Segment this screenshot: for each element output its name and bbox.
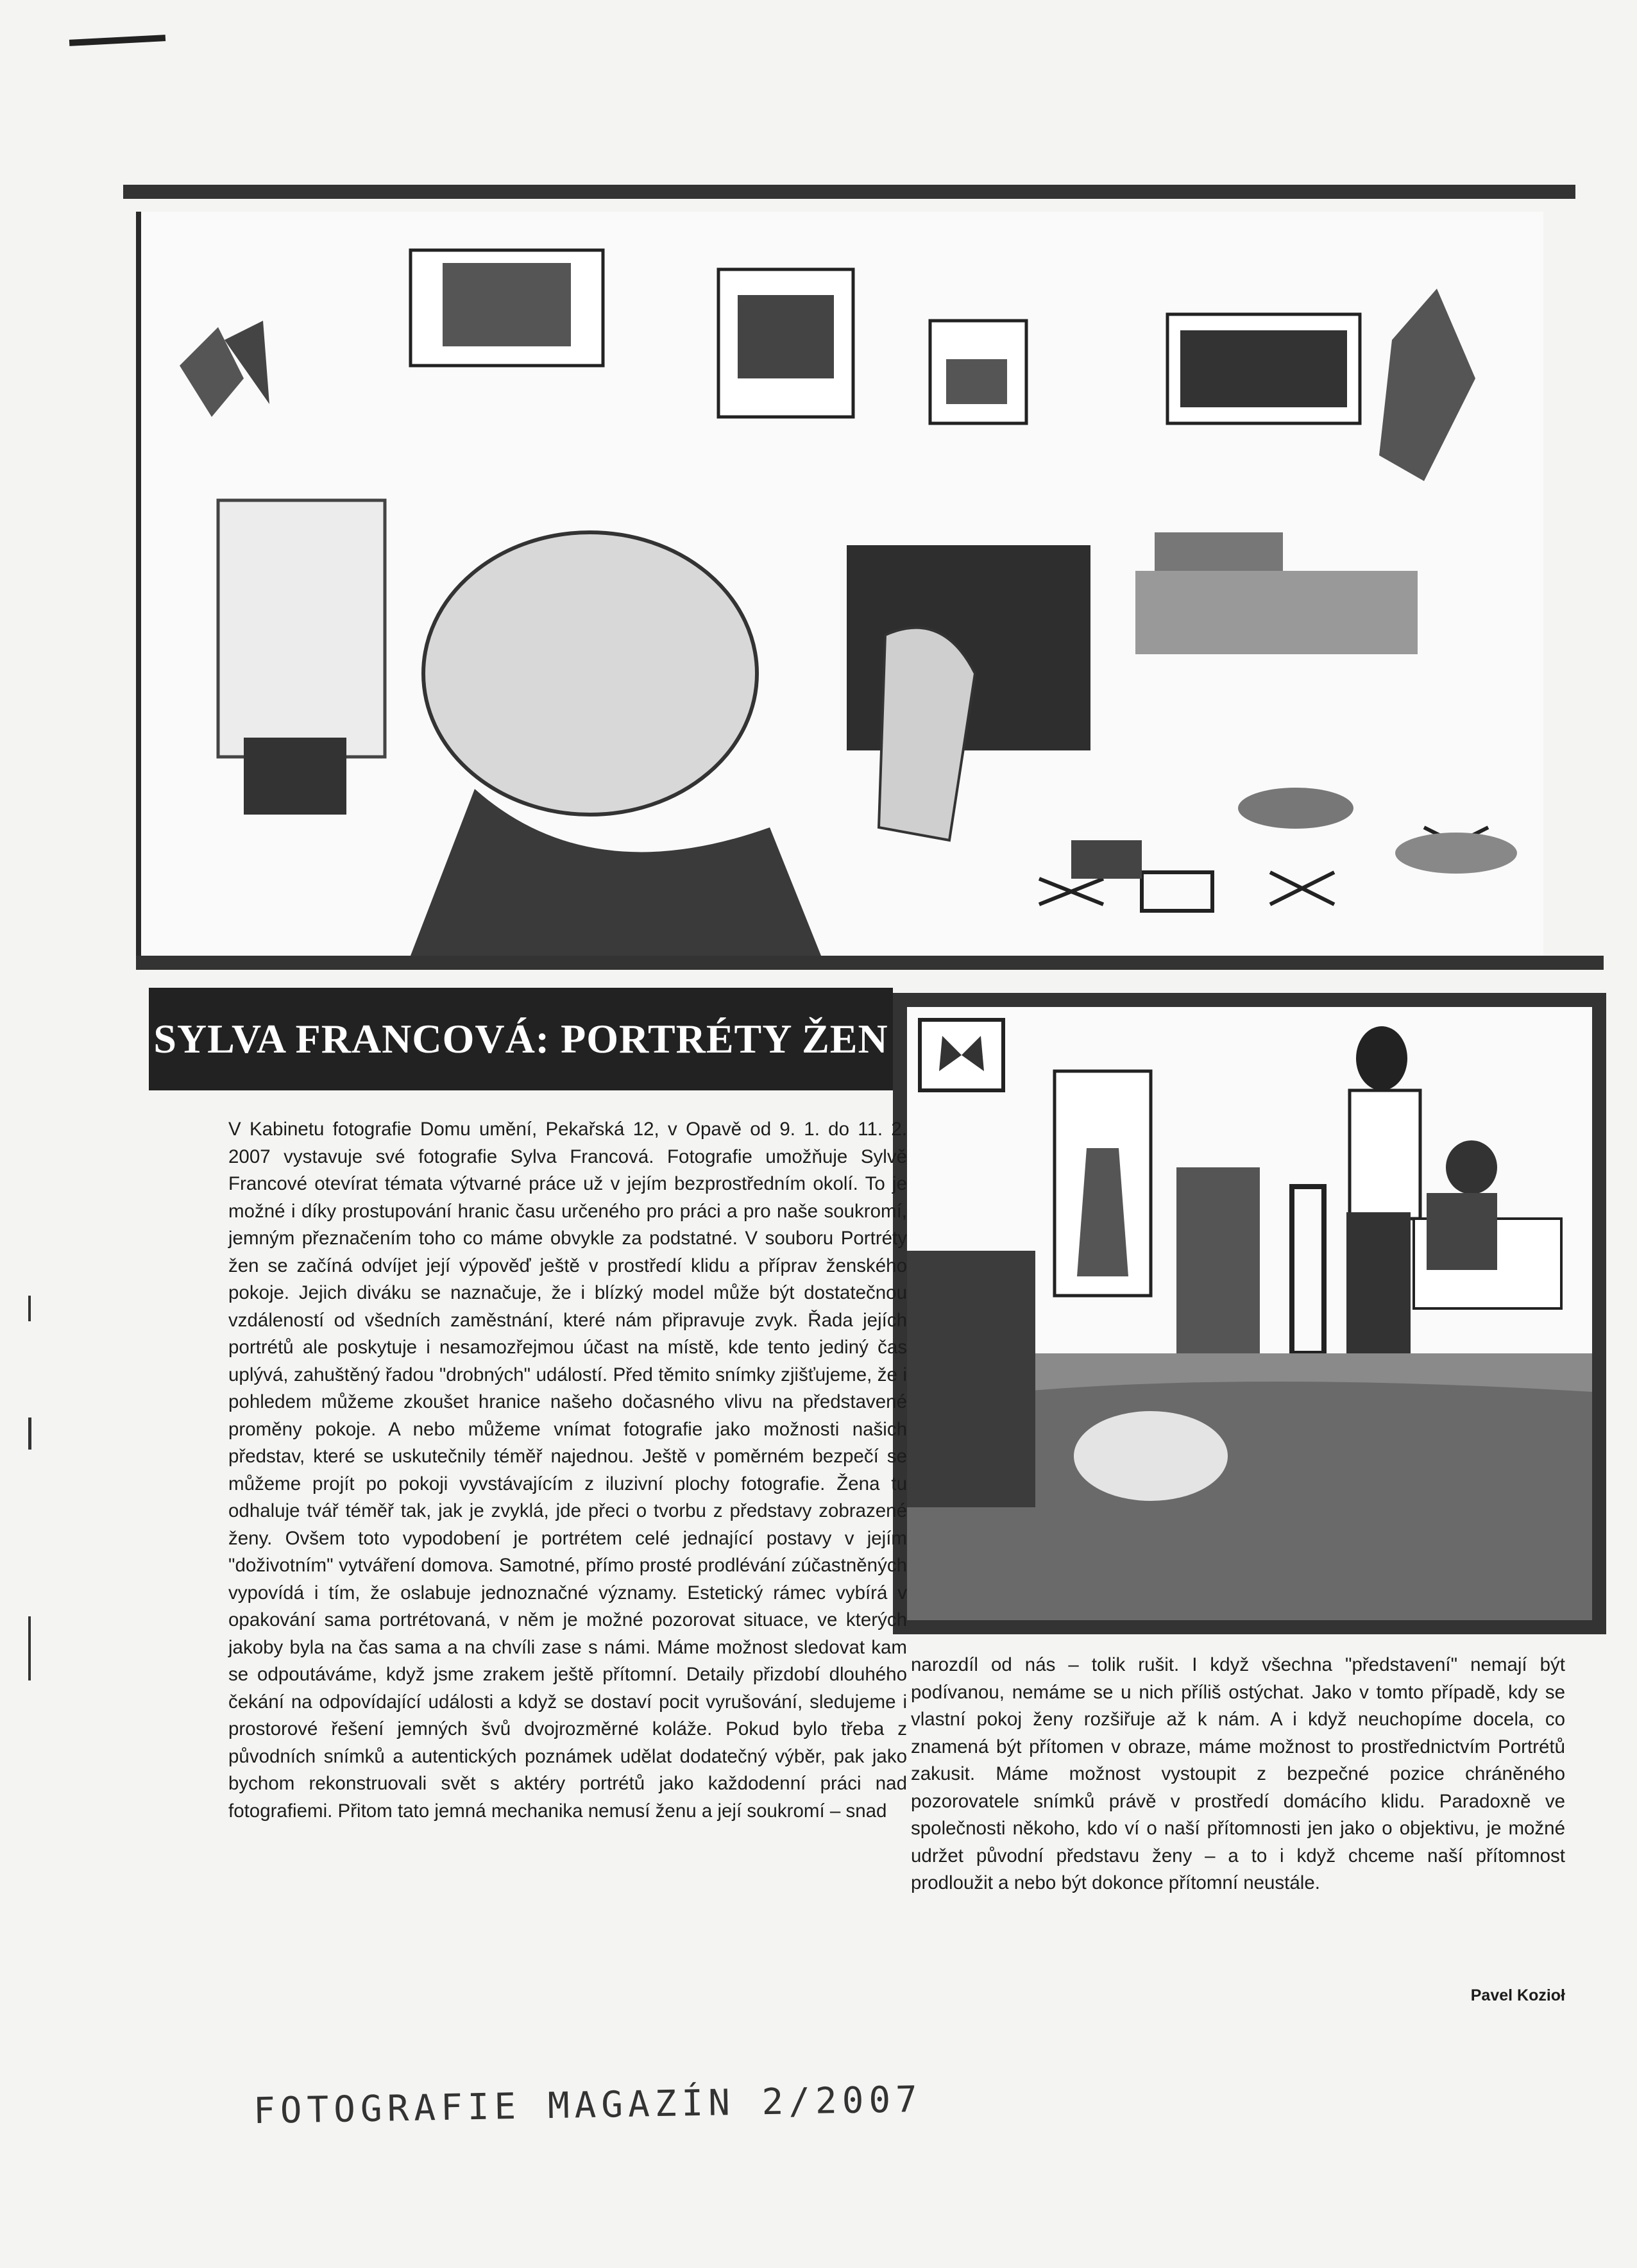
- page-corner-mark: [69, 35, 165, 46]
- article-author: Pavel Kozioł: [1470, 1986, 1565, 2004]
- article-body-left-column: [228, 1116, 907, 1825]
- main-photograph: [136, 212, 1543, 956]
- article-body-right: narozdíl od nás – tolik rušit. I když všechna "představení" nemají být podívanou, nemáme se u nich příliš ostýchat. Jako v tomto případě, kdy se vlastní pokoj ženy rozšiřuje až k nám. A i když neuchopíme docela, co znamená být přítomen v obraze, máme možnost to prostřednictvím Portrétů zakusit. Máme možnost vystoupit z bezpečné pozice chráněného pozorovatele snímků právě v prostředí domácího klidu. Paradoxně ve společnosti někoho, kdo ví o naší přítomnosti jen jako o objektivu, je možné udržet původní představu ženy – a to i když chceme naší přítomnost prodloužit a nebo být dokonce přítomní neustále.: [911, 1654, 1565, 1893]
- article-title: SYLVA FRANCOVÁ: PORTRÉTY ŽEN: [153, 1016, 888, 1062]
- handwritten-source-note: FOTOGRAFIE MAGAZÍN 2/2007: [253, 2078, 923, 2133]
- second-photograph: [893, 993, 1606, 1634]
- article-body-left: V Kabinetu fotografie Domu umění, Pekařská 12, v Opavě od 9. 1. do 11. 2. 2007 vystavuje své fotografie Sylva Francová. Fotografie umožňuje Sylvě Francové otevírat témata výtvarné práce už v jejím bezprostředním okolí. To je možné i díky prostupování hranic času určeného pro práci a pro naše soukromí, jemným přeznačením toho co máme obvykle za podstatné. V souboru Portréty žen se začíná odvíjet její výpověď ještě v prostředí klidu a příprav ženského pokoje. Jejich diváku se naznačuje, že i blízký model může být dostatečnou vzdáleností od všedních zaměstnání, které nám připravuje zvyk. Řada jejích portrétů ale poskytuje i nesamozřejmou účast na místě, kde tento jediný čas uplývá, zahuštěný řadou "drobných" událostí. Před těmito snímky zjišťujeme, že i pohledem můžeme zkoušet hranice našeho dočasného vlivu na představené proměny pokoje. A nebo můžeme vnímat fotografie jako možnosti našich představ, které se uskutečnily téměř najednou. Ještě v poměrném bezpečí se můžeme projít po pokoji vyvstávajícím z iluzivní plochy fotografie. Žena tu odhaluje tvář téměř tak, jak je zvyklá, jde přeci o tvorbu z představy zobrazené ženy. Ovšem toto vypodobení je portrétem celé jednající postavy v jejím "doživotním" vytváření domova. Samotné, přímo prosté prodlévání zúčastněných vypovídá i tím, že oslabuje jednoznačné významy. Estetický rámec vybírá v opakování sama portrétovaná, v něm je možné pozorovat situace, ve kterých jakoby byla na čas sama a na chvíli zase s námi. Máme možnost sledovat kam se odpoutáváme, když jsme zrakem ještě přítomní. Detaily přizdobí dlouhého čekání na odpovídající události a když se dostaví pocit vyrušování, sledujeme i prostorové řešení jemných švů dvojrozměrné koláže. Pokud bylo třeba z původních snímků a autentických poznámek udělat dodatečný výběr, pak jako bychom rekonstruovali svět s aktéry portrétů jako každodenní práci nad fotografiemi. Přitom tato jemná mechanika nemusí ženu a její soukromí – snad: [228, 1119, 907, 1822]
- middle-rule: [136, 956, 1604, 970]
- top-rule: [123, 185, 1575, 199]
- title-band: [149, 988, 893, 1090]
- article-body-right-column: [911, 1652, 1565, 2004]
